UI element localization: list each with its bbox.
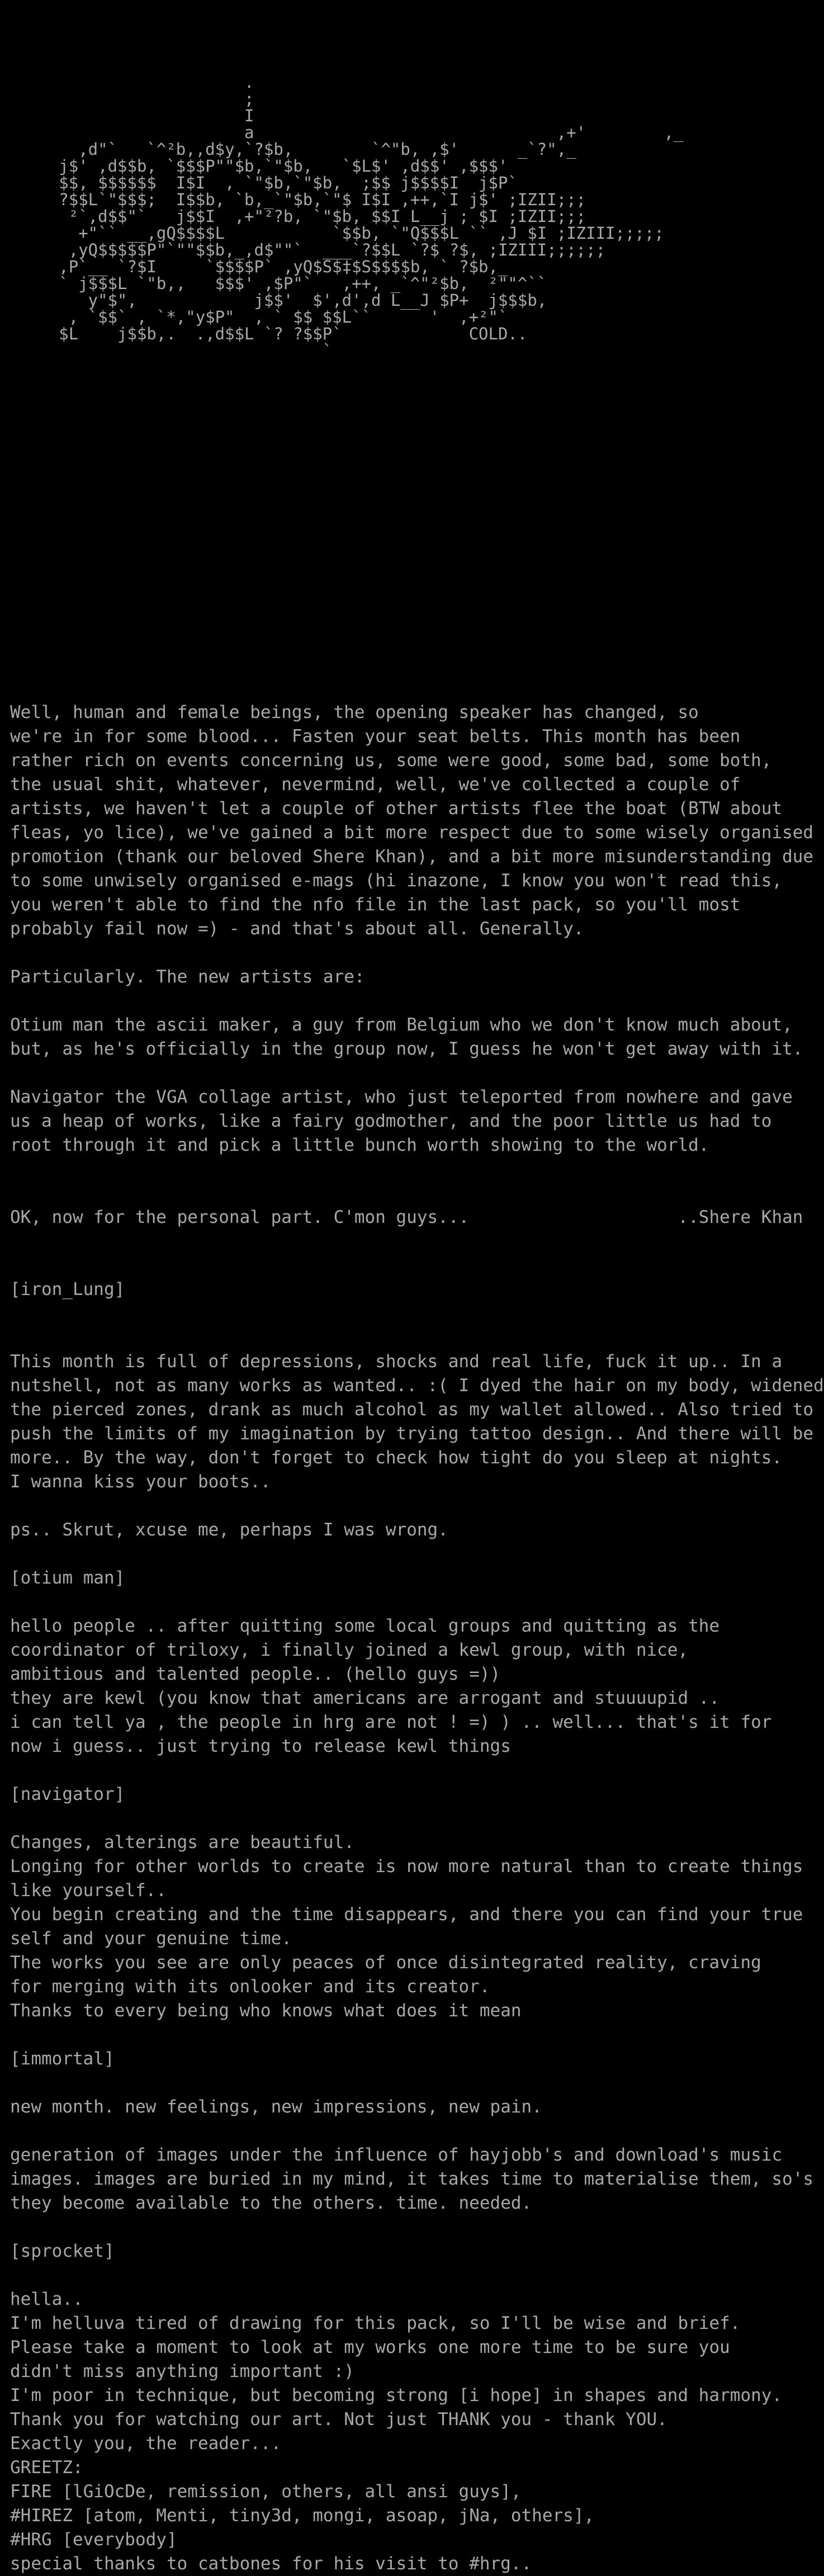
- text-line: This month is full of depressions, shocks and real life, fuck it up.. In a: [10, 1351, 783, 1372]
- text-line: [10, 1230, 824, 1254]
- logo-line: ,yQ$$$$$P"`""$$b,_,d$""` ___`?$$L `?$ ?$, ;IZIII;;;;;;: [10, 240, 606, 259]
- logo-line: +"`` __,gQ$$$$L `$$b, `"Q$$$L `` ,J $I ;IZIII;;;;;: [10, 224, 664, 243]
- text-line: I'm helluva tired of drawing for this pack, so I'll be wise and brief.: [10, 2313, 741, 2333]
- text-line: special thanks to catbones for his visit to #hrg..: [10, 2554, 532, 2574]
- text-line: [10, 1157, 824, 1181]
- text-line: i can tell ya , the people in hrg are not ! =) ) .. well... that's it for: [10, 1712, 772, 1732]
- text-line: we're in for some blood... Fasten your seat belts. This month has been: [10, 726, 741, 746]
- logo-line: `: [10, 341, 333, 360]
- text-line: you weren't able to find the nfo file in the last pack, so you'll most: [10, 895, 741, 915]
- text-line: [immortal]: [10, 2049, 115, 2069]
- text-line: [10, 2071, 824, 2095]
- text-line: [10, 1254, 824, 1278]
- text-line: rather rich on events concerning us, some were good, some bad, some both,: [10, 750, 772, 771]
- text-line: ps.. Skrut, xcuse me, perhaps I was wrong.: [10, 1520, 448, 1540]
- text-line: [iron_Lung]: [10, 1279, 125, 1299]
- nfo-body-text: [0, 701, 824, 2576]
- text-line: promotion (thank our beloved Shere Khan), and a bit more misunderstanding due: [10, 847, 814, 867]
- text-line: Longing for other worlds to create is now more natural than to create things: [10, 1856, 803, 1877]
- text-line: [sprocket]: [10, 2241, 115, 2261]
- text-line: Please take a moment to look at my works one more time to be sure you: [10, 2337, 730, 2357]
- text-line: Otium man the ascii maker, a guy from Belgium who we don't know much about,: [10, 1015, 793, 1035]
- text-line: to some unwisely organised e-mags (hi inazone, I know you won't read this,: [10, 871, 783, 891]
- text-line: [10, 2263, 824, 2287]
- text-line: I'm poor in technique, but becoming strong [i hope] in shapes and harmony.: [10, 2385, 783, 2405]
- logo-line: y"$", j$$' $',d',d L__J $P+ j$$$b,: [10, 291, 547, 310]
- logo-line: I: [10, 106, 254, 125]
- text-line: FIRE [lGiOcDe, remission, others, all ansi guys],: [10, 2482, 522, 2502]
- text-line: Particularly. The new artists are:: [10, 967, 365, 987]
- text-line: Navigator the VGA collage artist, who just teleported from nowhere and gave: [10, 1087, 793, 1107]
- text-line: [10, 941, 824, 965]
- text-line: generation of images under the influence of hayjobb's and download's music: [10, 2145, 783, 2165]
- text-line: [10, 2215, 824, 2239]
- text-line: OK, now for the personal part. C'mon guys... ..Shere Khan: [10, 1207, 803, 1227]
- text-line: [10, 2023, 824, 2047]
- text-line: nutshell, not as many works as wanted.. :( I dyed the hair on my body, widened: [10, 1376, 824, 1396]
- text-line: the pierced zones, drank as much alcohol as my wallet allowed.. Also tried to: [10, 1400, 814, 1420]
- text-line: coordinator of triloxy, i finally joined a kewl group, with nice,: [10, 1640, 689, 1660]
- text-line: [10, 989, 824, 1013]
- text-line: [10, 1807, 824, 1831]
- text-line: I wanna kiss your boots..: [10, 1472, 271, 1492]
- text-line: self and your genuine time.: [10, 1929, 292, 1949]
- logo-line: ;: [10, 89, 254, 108]
- logo-line: ²`,d$$"` j$$I ,+"²?b, `"$b, $$I L__j ; $I ;IZII;;;: [10, 207, 586, 226]
- text-line: [10, 2119, 824, 2143]
- text-line: new month. new feelings, new impressions, new pain.: [10, 2097, 542, 2117]
- text-line: GREETZ:: [10, 2457, 83, 2478]
- text-line: images. images are buried in my mind, it takes time to materialise them, so's: [10, 2169, 814, 2189]
- text-line: [10, 1181, 824, 1206]
- logo-line: $$, $$$$$$ I$I , `"$b,`"$b, ;$$ j$$$$I j$P`: [10, 173, 518, 192]
- logo-line: ,d"` `^²b,,d$y,`?$b, `^"b, ,$' _`?",_: [10, 140, 576, 159]
- text-line: the usual shit, whatever, nevermind, well, we've collected a couple of: [10, 774, 741, 795]
- logo-line: , `$$` , `*,"y$P" , ` $$ $$L`` ' ,+²"`: [10, 308, 508, 327]
- text-line: Thanks to every being who knows what does it mean: [10, 2001, 522, 2021]
- text-line: Exactly you, the reader...: [10, 2433, 282, 2454]
- text-line: fleas, yo lice), we've gained a bit more respect due to some wisely organised: [10, 823, 814, 843]
- text-line: [10, 1326, 824, 1350]
- text-line: Changes, alterings are beautiful.: [10, 1832, 354, 1852]
- text-line: [10, 1542, 824, 1566]
- text-line: more.. By the way, don't forget to check how tight do you sleep at nights.: [10, 1448, 783, 1468]
- text-line: [10, 1494, 824, 1518]
- logo-line: ` j$$$L `"b,, $$$' ,$P"` ,++, _`^"²$b, ²""^``: [10, 274, 547, 293]
- logo-line: ?$$L`"$$$; I$$b, `b,_`"$b,`"$ I$I ,++,`I j$' ;IZII;;;: [10, 190, 586, 209]
- text-line: hella..: [10, 2289, 83, 2309]
- text-line: artists, we haven't let a couple of other artists flee the boat (BTW about: [10, 798, 783, 819]
- text-line: ambitious and talented people.. (hello guys =)): [10, 1664, 501, 1684]
- text-line: [otium man]: [10, 1568, 125, 1588]
- ascii-logo: [0, 74, 684, 359]
- text-line: us a heap of works, like a fairy godmother, and the poor little us had to: [10, 1111, 772, 1131]
- text-line: [10, 1590, 824, 1614]
- text-line: they become available to the others. time. needed.: [10, 2193, 532, 2213]
- text-line: root through it and pick a little bunch worth showing to the world.: [10, 1135, 709, 1155]
- logo-line: .: [10, 73, 254, 92]
- text-line: The works you see are only peaces of once disintegrated reality, craving: [10, 1953, 761, 1973]
- text-line: #HIREZ [atom, Menti, tiny3d, mongi, asoap, jNa, others],: [10, 2506, 595, 2526]
- text-line: #HRG [everybody]: [10, 2530, 177, 2550]
- text-line: but, as he's officially in the group now, I guess he won't get away with it.: [10, 1039, 803, 1059]
- text-line: Thank you for watching our art. Not just THANK you - thank YOU.: [10, 2409, 667, 2430]
- text-line: Well, human and female beings, the opening speaker has changed, so: [10, 702, 699, 722]
- text-line: push the limits of my imagination by trying tattoo design.. And there will be: [10, 1424, 814, 1444]
- text-line: [navigator]: [10, 1784, 125, 1804]
- logo-line: a ,+' ,_: [10, 123, 684, 142]
- text-line: probably fail now =) - and that's about all. Generally.: [10, 919, 584, 939]
- text-line: like yourself..: [10, 1880, 167, 1901]
- logo-line: j$' ,d$$b, `$$$P""$b,`"$b, `$L$' ,d$$' ,$$$': [10, 157, 508, 176]
- text-line: [10, 1302, 824, 1326]
- text-line: [10, 1061, 824, 1085]
- logo-line: $L j$$b,. .,d$$L `? ?$$P` COLD..: [10, 324, 528, 343]
- text-line: didn't miss anything important :): [10, 2361, 354, 2381]
- text-line: they are kewl (you know that americans are arrogant and stuuuupid ..: [10, 1688, 720, 1708]
- text-line: You begin creating and the time disappears, and there you can find your true: [10, 1904, 803, 1925]
- text-line: for merging with its onlooker and its creator.: [10, 1977, 490, 1997]
- text-line: now i guess.. just trying to release kewl things: [10, 1736, 511, 1756]
- text-line: [10, 1759, 824, 1783]
- text-line: hello people .. after quitting some local groups and quitting as the: [10, 1616, 720, 1636]
- logo-line: ,P`__ `?$I `$$$$P` ,yQ$S$‡$S$$$$b, ` ?$b,_: [10, 257, 508, 276]
